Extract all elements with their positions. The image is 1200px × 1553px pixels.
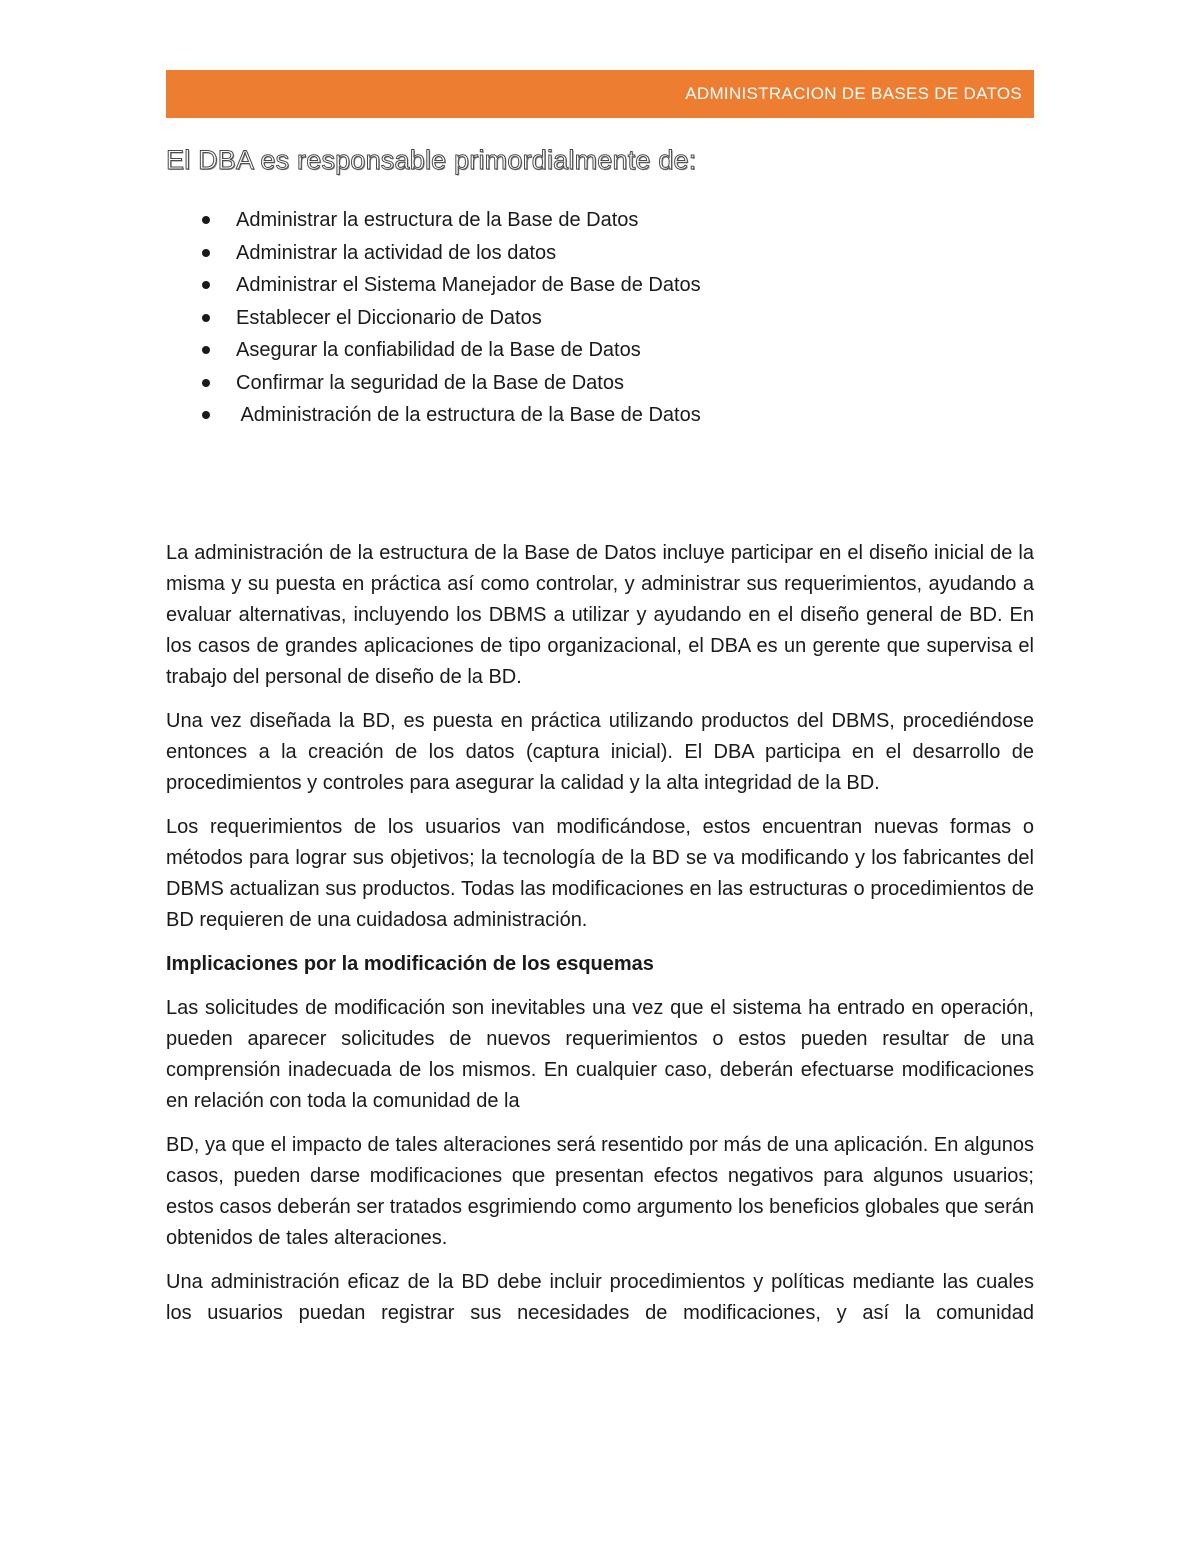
list-item: Administrar el Sistema Manejador de Base de Datos xyxy=(166,269,701,302)
paragraph: Las solicitudes de modificación son inevitables una vez que el sistema ha entrado en operación, pueden aparecer solicitudes de nuevos requerimientos o estos pueden resultar de una comprensión inadecuada de los mismos. En cualquier caso, deberán efectuarse modificaciones en relación con toda la comunidad de la xyxy=(166,997,1034,1112)
list-item: Administración de la estructura de la Base de Datos xyxy=(166,399,701,432)
paragraph: Los requerimientos de los usuarios van modificándose, estos encuentran nuevas formas o métodos para lograr sus objetivos; la tecnología de la BD se va modificando y los fabricantes del DBMS actualizan sus productos. Todas las modificaciones en las estructuras o procedimientos de BD requieren de una cuidadosa administración. xyxy=(166,816,1034,931)
bullet-icon xyxy=(202,411,210,419)
bullet-icon xyxy=(202,281,210,289)
bullet-icon xyxy=(202,216,210,224)
list-item: Establecer el Diccionario de Datos xyxy=(166,302,701,335)
header-bar xyxy=(166,70,1034,118)
list-item: Confirmar la seguridad de la Base de Datos xyxy=(166,367,701,400)
bullet-icon xyxy=(202,346,210,354)
body-content xyxy=(166,538,1034,1342)
list-item: Administrar la estructura de la Base de Datos xyxy=(166,204,701,237)
paragraph: La administración de la estructura de la Base de Datos incluye participar en el diseño inicial de la misma y su puesta en práctica así como controlar, y administrar sus requerimientos, ayudando a evaluar alternativas, incluyendo los DBMS a utilizar y ayudando en el diseño general de BD. En los casos de grandes aplicaciones de tipo organizacional, el DBA es un gerente que supervisa el trabajo del personal de diseño de la BD. xyxy=(166,542,1034,688)
header-title: ADMINISTRACION DE BASES DE DATOS xyxy=(685,84,1022,103)
paragraph: Una vez diseñada la BD, es puesta en práctica utilizando productos del DBMS, procediéndose entonces a la creación de los datos (captura inicial). El DBA participa en el desarrollo de procedimientos y controles para asegurar la calidad y la alta integridad de la BD. xyxy=(166,710,1034,794)
responsibility-list xyxy=(166,204,701,432)
subheading: Implicaciones por la modificación de los esquemas xyxy=(166,953,654,975)
list-item: Asegurar la confiabilidad de la Base de Datos xyxy=(166,334,701,367)
bullet-icon xyxy=(202,314,210,322)
paragraph: BD, ya que el impacto de tales alteraciones será resentido por más de una aplicación. En algunos casos, pueden darse modificaciones que presentan efectos negativos para algunos usuarios; estos casos deberán ser tratados esgrimiendo como argumento los beneficios globales que serán obtenidos de tales alteraciones. xyxy=(166,1134,1034,1249)
bullet-icon xyxy=(202,379,210,387)
list-item: Administrar la actividad de los datos xyxy=(166,237,701,270)
paragraph: Una administración eficaz de la BD debe incluir procedimientos y políticas mediante las cuales los usuarios puedan registrar sus necesidades de modificaciones, y así la comunidad xyxy=(166,1271,1034,1324)
section-heading: El DBA es responsable primordialmente de: xyxy=(166,145,697,175)
bullet-icon xyxy=(202,249,210,257)
